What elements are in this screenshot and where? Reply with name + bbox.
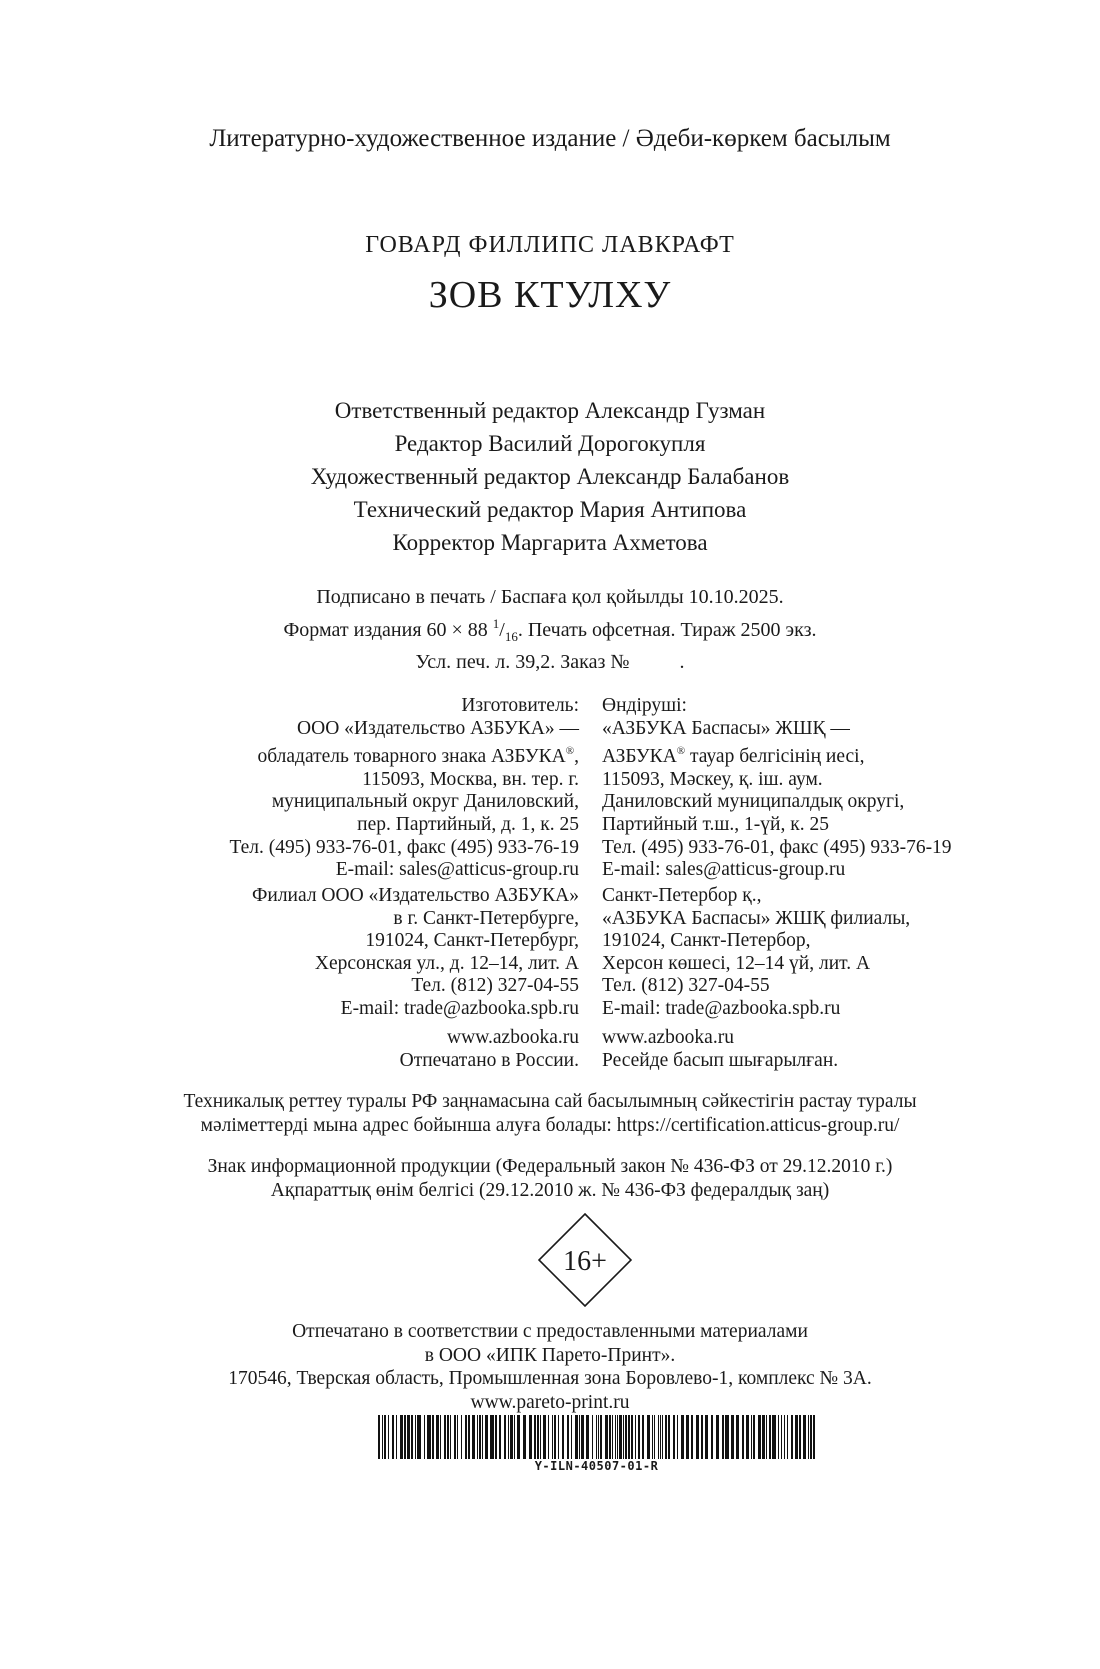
barcode-bar bbox=[701, 1415, 703, 1459]
barcode-bar bbox=[746, 1415, 749, 1459]
printer-info: Отпечатано в соответствии с предоставленными материалами в ООО «ИПК Парето-Принт». 170546, Тверская область, Промышленная зона Боровлево-1, комплекс № 3А. www.pareto-print.ru bbox=[228, 1321, 872, 1413]
barcode-bar bbox=[440, 1415, 441, 1459]
barcode-bar bbox=[662, 1415, 663, 1459]
barcode-bar bbox=[673, 1415, 675, 1459]
publisher-ru-main: Изготовитель: ООО «Издательство АЗБУКА» — обладатель товарного знака АЗБУКА®, 115093, Москва, вн. тер. г. муниципальный округ Даниловский, пер. Партийный, д. 1, к. 25 Тел. (495) 933-76-01, факс (495) 933-76-19 E-mail: sales@atticus-group.ru bbox=[229, 695, 579, 881]
barcode-bar bbox=[631, 1415, 633, 1459]
barcode-bar bbox=[681, 1415, 684, 1459]
barcode-bar bbox=[447, 1415, 449, 1459]
credit-line: Ответственный редактор Александр Гузман bbox=[334, 398, 766, 423]
barcode-bar bbox=[598, 1415, 599, 1459]
barcode-bar bbox=[504, 1415, 506, 1459]
publisher-kz-main: Өндіруші: «АЗБУКА Баспасы» ЖШҚ — АЗБУКА® тауар белгісінің иесі, 115093, Мәскеу, қ. іш. аум. Даниловский муниципалдық округі, Партийный т.ш., 1-үй, к. 25 Тел. (495) 933-76-01, факс (495) 933-76-19 E-mail: sales@atticus-group.ru bbox=[602, 695, 952, 881]
publisher-ru-footer: www.azbooka.ru Отпечатано в России. bbox=[399, 1027, 579, 1071]
barcode-bar bbox=[567, 1415, 569, 1459]
credits-block bbox=[0, 394, 1100, 559]
barcode-bar bbox=[716, 1415, 719, 1459]
barcode-bar bbox=[654, 1415, 655, 1459]
barcode-bar bbox=[696, 1415, 699, 1459]
barcode-bar bbox=[762, 1415, 765, 1459]
signed-line: Подписано в печать / Баспаға қол қойылды 10.10.2025. bbox=[316, 586, 784, 608]
barcode-bar bbox=[392, 1415, 394, 1459]
credit-line: Корректор Маргарита Ахметова bbox=[392, 530, 708, 555]
barcode-bar bbox=[605, 1415, 608, 1459]
credit-line: Художественный редактор Александр Балабанов bbox=[310, 464, 790, 489]
print-info bbox=[0, 586, 1100, 674]
barcode-bar bbox=[499, 1415, 501, 1459]
barcode-bar bbox=[784, 1415, 785, 1459]
age-rating-text: 16+ bbox=[563, 1246, 607, 1277]
barcode-bar bbox=[612, 1415, 613, 1459]
barcode-bar bbox=[808, 1415, 809, 1459]
barcode-bar bbox=[810, 1415, 812, 1459]
credit-line: Редактор Василий Дорогокупля bbox=[394, 431, 706, 456]
barcode-bar bbox=[427, 1415, 431, 1459]
author-name: ГОВАРД ФИЛЛИПС ЛАВКРАФТ bbox=[365, 232, 735, 258]
barcode-bar bbox=[596, 1415, 597, 1459]
barcode-bar bbox=[388, 1415, 389, 1459]
barcode-bar bbox=[396, 1415, 397, 1459]
barcode-bar bbox=[769, 1415, 771, 1459]
barcode-bar bbox=[766, 1415, 767, 1459]
barcode-bar bbox=[514, 1415, 515, 1459]
format-line: Формат издания 60 × 88 $^1/_{16}$. Печать офсетная. Тираж 2500 экз. bbox=[283, 616, 817, 644]
edition-type: Литературно-художественное издание / Әдеби-көркем басылым bbox=[209, 125, 891, 152]
barcode-bar bbox=[803, 1415, 806, 1459]
barcode-bar bbox=[628, 1415, 630, 1459]
barcode-bar bbox=[548, 1415, 549, 1459]
barcode-bar bbox=[652, 1415, 653, 1459]
barcode-bar bbox=[534, 1415, 536, 1459]
book-title: ЗОВ КТУЛХУ bbox=[428, 274, 672, 316]
barcode-bar bbox=[791, 1415, 793, 1459]
barcode-bar bbox=[523, 1415, 526, 1459]
barcode-bar bbox=[600, 1415, 602, 1459]
barcode-bar bbox=[468, 1415, 470, 1459]
barcode-bar bbox=[778, 1415, 779, 1459]
credit-line: Технический редактор Мария Антипова bbox=[353, 497, 747, 522]
publisher-ru-branch: Филиал ООО «Издательство АЗБУКА» в г. Санкт-Петербурге, 191024, Санкт-Петербург, Херсонская ул., д. 12–14, лит. А Тел. (812) 327-04-55 E-mail: trade@azbooka.spb.ru bbox=[251, 885, 579, 1019]
barcode-bar bbox=[625, 1415, 627, 1459]
barcode-bar bbox=[444, 1415, 446, 1459]
barcode-bar bbox=[543, 1415, 546, 1459]
barcode-bar bbox=[781, 1415, 782, 1459]
barcode-bar bbox=[562, 1415, 564, 1459]
barcode-bar bbox=[482, 1415, 483, 1459]
barcode-bar bbox=[711, 1415, 713, 1459]
barcode-bar bbox=[753, 1415, 755, 1459]
barcode-bar bbox=[705, 1415, 708, 1459]
barcode-bar bbox=[642, 1415, 644, 1459]
barcode-bar bbox=[619, 1415, 622, 1459]
barcode-bar bbox=[742, 1415, 744, 1459]
barcode-bar bbox=[795, 1415, 798, 1459]
sheets-line: Усл. печ. л. 39,2. Заказ № . bbox=[415, 651, 685, 673]
barcode-bar bbox=[581, 1415, 584, 1459]
barcode-bar bbox=[404, 1415, 406, 1459]
barcode-bar bbox=[579, 1415, 580, 1459]
barcode-bar bbox=[517, 1415, 520, 1459]
barcode-bar bbox=[799, 1415, 801, 1459]
barcode-bar bbox=[529, 1415, 532, 1459]
barcode-bar bbox=[384, 1415, 386, 1459]
barcode-bar bbox=[571, 1415, 572, 1459]
barcode-bar bbox=[510, 1415, 513, 1459]
barcode-bar bbox=[691, 1415, 693, 1459]
barcode-bar bbox=[617, 1415, 618, 1459]
barcode-bar bbox=[465, 1415, 467, 1459]
barcode-bar bbox=[479, 1415, 481, 1459]
barcode-bar bbox=[378, 1415, 380, 1459]
barcode-bar bbox=[407, 1415, 410, 1459]
barcode-bar bbox=[736, 1415, 739, 1459]
barcode-bar bbox=[461, 1415, 462, 1459]
barcode-bar bbox=[400, 1415, 403, 1459]
barcode-bar bbox=[677, 1415, 678, 1459]
barcode-bar bbox=[615, 1415, 616, 1459]
barcode-bar bbox=[725, 1415, 729, 1459]
barcode-bar bbox=[450, 1415, 451, 1459]
barcode-bar bbox=[495, 1415, 497, 1459]
barcode-bar bbox=[686, 1415, 689, 1459]
barcode-bar bbox=[432, 1415, 434, 1459]
barcode-bar bbox=[722, 1415, 724, 1459]
barcode-bar bbox=[758, 1415, 761, 1459]
barcode-bar bbox=[436, 1415, 439, 1459]
info-sign-note: Знак информационной продукции (Федеральный закон № 436-ФЗ от 29.12.2010 г.) Ақпараттық өнім белгісі (29.12.2010 ж. № 436-ФЗ федералдық заң) bbox=[207, 1156, 893, 1201]
barcode-bar bbox=[813, 1415, 815, 1459]
barcode-bar bbox=[552, 1415, 553, 1459]
barcode-bar bbox=[592, 1415, 593, 1459]
publisher-kz-branch: Санкт-Петербор қ., «АЗБУКА Баспасы» ЖШҚ филиалы, 191024, Санкт-Петербор, Херсон көшесі, 12–14 үй, лит. А Тел. (812) 327-04-55 E-mail: trade@azbooka.spb.ru bbox=[602, 885, 911, 1019]
publisher-kz-footer: www.azbooka.ru Ресейде басып шығарылған. bbox=[602, 1027, 839, 1071]
barcode-bar bbox=[751, 1415, 752, 1459]
barcode-label: Y-ILN-40507-01-R bbox=[534, 1459, 659, 1473]
barcode-bar bbox=[609, 1415, 611, 1459]
barcode bbox=[378, 1415, 815, 1459]
barcode-bar bbox=[457, 1415, 458, 1459]
barcode-bar bbox=[658, 1415, 659, 1459]
barcode-bar bbox=[382, 1415, 383, 1459]
barcode-bar bbox=[415, 1415, 416, 1459]
barcode-bar bbox=[586, 1415, 589, 1459]
barcode-bar bbox=[424, 1415, 425, 1459]
barcode-bar bbox=[647, 1415, 650, 1459]
barcode-bar bbox=[575, 1415, 578, 1459]
certification-note: Техникалық реттеу туралы РФ заңнамасына сай басылымның сәйкестігін растау туралы мәліметтерді мына адрес бойынша алуға болады: https://certification.atticus-group.ru/ bbox=[183, 1091, 917, 1136]
barcode-bar bbox=[490, 1415, 494, 1459]
barcode-bar bbox=[558, 1415, 559, 1459]
barcode-bar bbox=[787, 1415, 788, 1459]
barcode-bar bbox=[540, 1415, 541, 1459]
age-rating-badge bbox=[538, 1213, 632, 1307]
barcode-bar bbox=[472, 1415, 475, 1459]
barcode-bar bbox=[411, 1415, 413, 1459]
barcode-bar bbox=[665, 1415, 667, 1459]
barcode-bar bbox=[623, 1415, 624, 1459]
barcode-bar bbox=[454, 1415, 456, 1459]
barcode-bar bbox=[635, 1415, 636, 1459]
barcode-bar bbox=[638, 1415, 640, 1459]
barcode-bar bbox=[537, 1415, 539, 1459]
barcode-bar bbox=[508, 1415, 509, 1459]
barcode-bar bbox=[668, 1415, 670, 1459]
barcode-bar bbox=[477, 1415, 478, 1459]
barcode-bar bbox=[417, 1415, 421, 1459]
barcode-bar bbox=[660, 1415, 661, 1459]
barcode-bar bbox=[731, 1415, 734, 1459]
barcode-bar bbox=[485, 1415, 488, 1459]
barcode-bar bbox=[554, 1415, 556, 1459]
barcode-bar bbox=[772, 1415, 776, 1459]
